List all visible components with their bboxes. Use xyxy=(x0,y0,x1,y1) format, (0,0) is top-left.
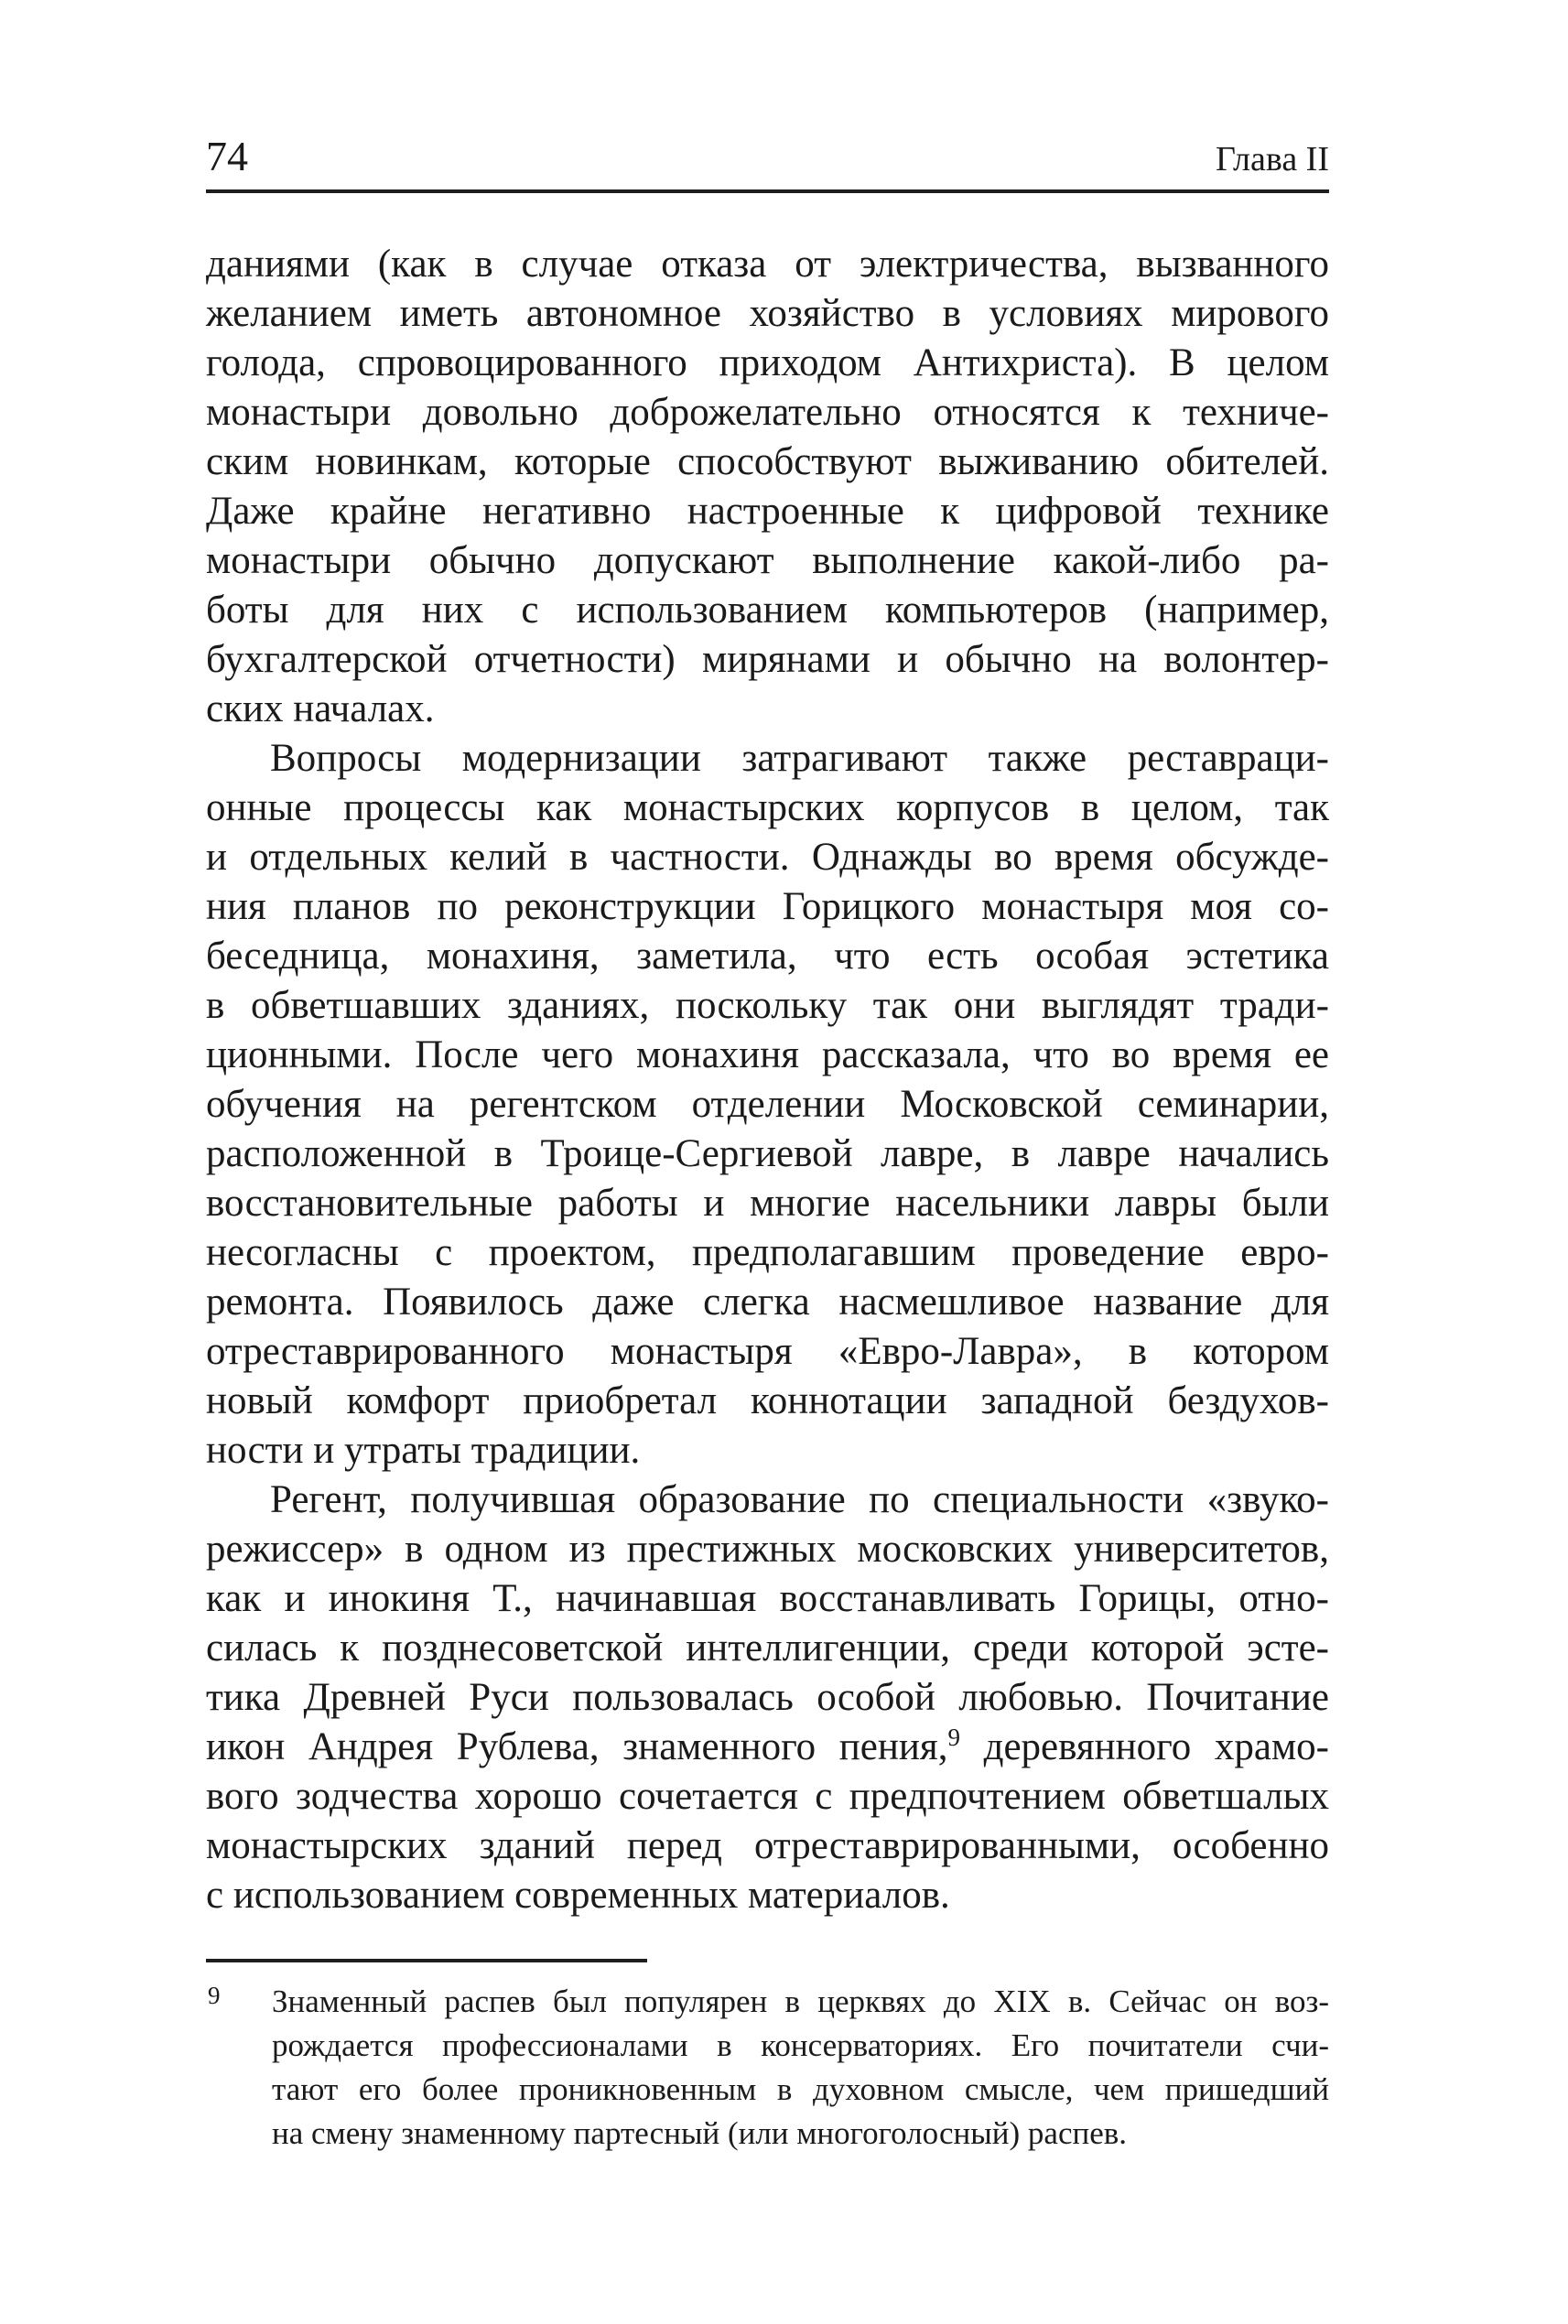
body-line: даниями (как в случае отказа от электричества, вызванного xyxy=(206,243,1329,286)
body-line: отреставрированного монастыря «Евро-Лавра», в котором xyxy=(206,1330,1329,1373)
body-line: и отдельных келий в частности. Однажды во время обсужде- xyxy=(206,836,1329,879)
body-line: с использованием современных материалов. xyxy=(206,1874,950,1917)
footnote-line: рождается профессионалами в консерваториях. Его почитатели счи- xyxy=(272,2027,1329,2063)
footnote-line: на смену знаменному партесный (или многоголосный) распев. xyxy=(272,2115,1128,2151)
body-line: ремонта. Появилось даже слегка насмешливое название для xyxy=(206,1281,1329,1324)
body-line: режиссер» в одном из престижных московских университетов, xyxy=(206,1528,1329,1571)
body-line: расположенной в Троице-Сергиевой лавре, в лавре начались xyxy=(206,1132,1329,1175)
body-line: как и инокиня Т., начинавшая восстанавливать Горицы, отно- xyxy=(206,1577,1329,1620)
footnote-line: тают его более проникновенным в духовном смысле, чем пришедший xyxy=(272,2071,1329,2107)
body-line: вого зодчества хорошо сочетается с предпочтением обветшалых xyxy=(206,1775,1329,1818)
body-text xyxy=(206,240,1329,1920)
body-line: монастырских зданий перед отреставрированными, особенно xyxy=(206,1824,1329,1867)
header-rule xyxy=(206,189,1329,193)
body-line: желанием иметь автономное хозяйство в условиях мирового xyxy=(206,292,1329,335)
body-line-with-footnote-ref xyxy=(206,1723,1329,1772)
body-line: тика Древней Руси пользовалась особой любовью. Почитание xyxy=(206,1676,1329,1719)
body-line: несогласны с проектом, предполагавшим проведение евро- xyxy=(206,1231,1329,1274)
body-line: монастыри обычно допускают выполнение какой-либо ра- xyxy=(206,539,1329,582)
body-line: Даже крайне негативно настроенные к цифровой технике xyxy=(206,490,1329,533)
footnote-line: Знаменный распев был популярен в церквях до XIX в. Сейчас он воз- xyxy=(272,1984,1329,2019)
footnote-ref-9: 9 xyxy=(947,1724,960,1751)
paragraph-2 xyxy=(206,734,1329,1475)
footnote-9 xyxy=(206,1980,1329,2156)
body-line: ния планов по реконструкции Горицкого монастыря моя со- xyxy=(206,885,1329,928)
body-line: ционными. После чего монахиня рассказала, что во время ее xyxy=(206,1033,1329,1076)
paragraph-3 xyxy=(206,1475,1329,1920)
footnote-marker: 9 xyxy=(208,1982,221,2009)
paragraph-1 xyxy=(206,240,1329,734)
body-line-text: икон Андрея Рублева, знаменного пения, xyxy=(206,1725,948,1768)
body-line: беседница, монахиня, заметила, что есть особая эстетика xyxy=(206,935,1329,978)
footnote-separator-rule xyxy=(206,1959,647,1962)
page-header xyxy=(206,134,1329,180)
body-line: в обветшавших зданиях, поскольку так они выглядят тради- xyxy=(206,984,1329,1027)
body-line: Вопросы модернизации затрагивают также реставраци- xyxy=(270,737,1329,780)
body-line: ским новинкам, которые способствуют выживанию обителей. xyxy=(206,440,1329,483)
body-line: силась к позднесоветской интеллигенции, среди которой эсте- xyxy=(206,1627,1329,1670)
body-line: ских началах. xyxy=(206,687,435,730)
chapter-title: Глава II xyxy=(1215,140,1329,178)
body-line: ности и утраты традиции. xyxy=(206,1429,641,1472)
body-line: монастыри довольно доброжелательно относятся к техниче- xyxy=(206,391,1329,434)
body-line-text: деревянного храмо- xyxy=(959,1725,1329,1768)
body-line: восстановительные работы и многие насельники лавры были xyxy=(206,1182,1329,1225)
page-number: 74 xyxy=(206,133,248,179)
body-line: Регент, получившая образование по специальности «звуко- xyxy=(270,1478,1329,1521)
body-line: боты для них с использованием компьютеров (например, xyxy=(206,589,1329,632)
body-line: обучения на регентском отделении Московской семинарии, xyxy=(206,1083,1329,1126)
body-line: бухгалтерской отчетности) мирянами и обычно на волонтер- xyxy=(206,638,1329,681)
body-line: новый комфорт приобретал коннотации западной бездухов- xyxy=(206,1379,1329,1422)
body-line: онные процессы как монастырских корпусов в целом, так xyxy=(206,786,1329,829)
body-line: голода, спровоцированного приходом Антихриста). В целом xyxy=(206,341,1329,384)
